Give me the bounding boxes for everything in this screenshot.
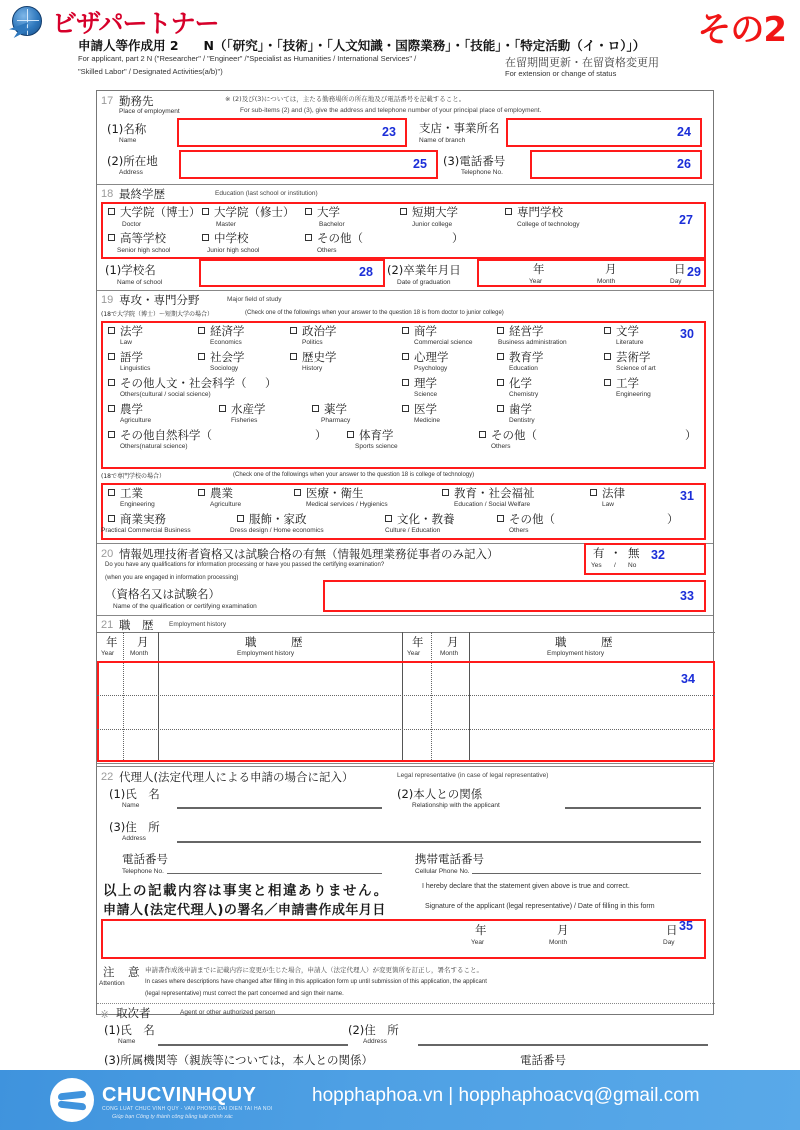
major-en-pharmacy: Pharmacy <box>321 417 351 424</box>
option-label-jp-junior-high: 中学校 <box>214 231 249 245</box>
graduation-date-label-en: Date of graduation <box>397 279 451 286</box>
checkbox-literature[interactable] <box>604 327 611 334</box>
footer-banner <box>0 1070 800 1130</box>
yes-label-en: Yes <box>591 562 602 569</box>
rep-cell-label-en: Cellular Phone No. <box>415 868 470 875</box>
option-label-en-junior-college: Junior college <box>412 221 453 228</box>
checkbox-medical-hygienics[interactable] <box>294 489 301 496</box>
major-en-fisheries: Fisheries <box>231 417 258 424</box>
marker-32: 32 <box>651 548 665 562</box>
option-label-jp-junior-college: 短期大学 <box>412 205 458 219</box>
major-en-medicine: Medicine <box>414 417 441 424</box>
grad-year-jp: 年 <box>533 262 545 276</box>
qualification-name-label-jp: （資格名又は試験名） <box>105 587 220 601</box>
chucvinhquy-logo-icon <box>50 1078 94 1122</box>
option-label-en-others-education: Others <box>317 247 337 254</box>
major-jp-agriculture: 農学 <box>120 402 143 416</box>
checkbox-others-major[interactable] <box>479 431 486 438</box>
college-en-education: Education / Social Welfare <box>454 501 531 508</box>
major-jp-sociology: 社会学 <box>210 350 245 364</box>
checkbox-junior-high-school[interactable] <box>202 234 209 241</box>
option-label-en-master: Master <box>216 221 236 228</box>
rep-tel-input-line[interactable] <box>167 873 382 874</box>
marker-29: 29 <box>687 265 701 279</box>
checkbox-psychology[interactable] <box>402 353 409 360</box>
agent-name-label-en: Name <box>118 1038 136 1045</box>
major-jp-history: 歴史学 <box>302 350 337 364</box>
emp-col-history-jp-right: 職 歴 <box>555 635 613 649</box>
attention-text-jp: 申請書作成後申請までに記載内容に変更が生じた場合，申請人（法定代理人）が変更箇所を訂正し，署名すること。 <box>145 966 483 974</box>
major-jp-literature: 文学 <box>616 324 639 338</box>
grad-month-en: Month <box>597 278 616 285</box>
section-22-title-en: Legal representative (in case of legal representative) <box>397 772 549 779</box>
paren-close-education: ） <box>452 231 464 245</box>
major-en-dentistry: Dentistry <box>509 417 535 424</box>
major-en-linguistics: Linguistics <box>120 365 151 372</box>
rep-name-input-line[interactable] <box>177 807 382 809</box>
major-jp-fisheries: 水産学 <box>231 402 266 416</box>
checkbox-education-social-welfare[interactable] <box>442 489 449 496</box>
form-body <box>96 90 714 1015</box>
marker-30: 30 <box>680 327 694 341</box>
school-name-label-jp: (1)学校名 <box>105 263 156 277</box>
college-jp-dress: 服飾・家政 <box>249 512 307 526</box>
marker-31: 31 <box>680 489 694 503</box>
rep-address-input-line[interactable] <box>177 841 701 843</box>
major-jp-science: 理学 <box>414 376 437 390</box>
checkbox-dress-home-economics[interactable] <box>237 515 244 522</box>
rep-name-label-en: Name <box>122 802 140 809</box>
rep-relationship-label-jp: (2)本人との関係 <box>397 787 483 801</box>
rep-relationship-input-line[interactable] <box>565 807 701 809</box>
major-jp-engineering: 工学 <box>616 376 639 390</box>
agent-address-label-en: Address <box>363 1038 387 1045</box>
section-18-title-jp: 最終学歴 <box>119 187 165 201</box>
option-label-jp-master: 大学院（修士） <box>214 205 295 219</box>
footer-contact: hopphaphoa.vn | hopphaphoacvq@gmail.com <box>312 1085 700 1106</box>
major-en-politics: Politics <box>302 339 323 346</box>
rep-cell-input-line[interactable] <box>472 873 701 874</box>
major-jp-linguistics: 語学 <box>120 350 143 364</box>
section-19-condition2-jp: (18で専門学校の場合） <box>101 473 165 480</box>
checkbox-politics[interactable] <box>290 327 297 334</box>
marker-26: 26 <box>677 157 691 171</box>
emp-col-month-en-right: Month <box>440 650 459 657</box>
college-jp-law: 法律 <box>602 486 625 500</box>
emp-col-year-jp-right: 年 <box>412 635 424 649</box>
status-purpose-jp: 在留期間更新・在留資格変更用 <box>505 56 659 69</box>
major-jp-dentistry: 歯学 <box>509 402 532 416</box>
section-19-condition2-en: (Check one of the followings when your answer to the question 18 is college of technology) <box>233 472 475 478</box>
checkbox-linguistics[interactable] <box>108 353 115 360</box>
employer-tel-label-en: Telephone No. <box>461 169 503 176</box>
option-label-en-senior-high: Senior high school <box>117 247 171 254</box>
grad-day-en: Day <box>670 278 682 285</box>
slash-label: / <box>614 562 616 569</box>
major-en-science: Science <box>414 391 438 398</box>
major-jp-others-natural: その他自然科学（ <box>120 428 212 442</box>
emp-col-year-jp-left: 年 <box>106 635 118 649</box>
qualification-name-label-en: Name of the qualification or certifying examination <box>113 603 257 610</box>
rep-cell-label-jp: 携帯電話番号 <box>415 852 484 866</box>
checkbox-others-education[interactable] <box>305 234 312 241</box>
section-17-title-en: Place of employment <box>119 108 180 115</box>
checkbox-law-college[interactable] <box>590 489 597 496</box>
college-en-others: Others <box>509 527 529 534</box>
major-jp-psychology: 心理学 <box>414 350 449 364</box>
major-en-agriculture: Agriculture <box>120 417 152 424</box>
college-en-engineering: Engineering <box>120 501 155 508</box>
attention-text-en2: (legal representative) must correct the part concerned and sign their name. <box>145 991 344 997</box>
section-19-condition1-en: (Check one of the followings when your answer to the question 18 is from doctor to junior college) <box>245 310 504 316</box>
section-20-title-en1: Do you have any qualifications for information processing or have you passed the certifying examination? <box>105 562 385 568</box>
employer-address-label-jp: (2)所在地 <box>107 154 158 168</box>
employer-name-field[interactable] <box>177 118 407 147</box>
rep-relationship-label-en: Relationship with the applicant <box>412 802 500 809</box>
major-en-sociology: Sociology <box>210 365 239 372</box>
section-20-title-jp: 情報処理技術者資格又は試験合格の有無（情報処理業務従事者のみ記入） <box>119 547 499 561</box>
major-jp-art: 芸術学 <box>616 350 651 364</box>
emp-col-month-jp-right: 月 <box>447 635 459 649</box>
college-jp-education: 教育・社会福祉 <box>454 486 535 500</box>
major-jp-education: 教育学 <box>509 350 544 364</box>
form-title-en-line2: "Skilled Labor" / Designated Activities(a/b)") <box>78 67 223 76</box>
emp-col-month-jp-left: 月 <box>137 635 149 649</box>
employer-tel-label-jp: (3)電話番号 <box>443 154 506 168</box>
footer-tagline-2: Giúp bạn Công ty thành công bằng luật chính xác <box>112 1114 233 1120</box>
major-jp-law: 法学 <box>120 324 143 338</box>
option-label-en-college-of-technology: College of technology <box>517 221 580 228</box>
agent-address-label-jp: (2)住 所 <box>348 1023 399 1037</box>
section-22-number: 22 <box>101 771 114 783</box>
college-en-commercial: Practical Commercial Business <box>101 527 191 534</box>
major-jp-business: 経営学 <box>509 324 544 338</box>
major-en-art: Science of art <box>616 365 656 372</box>
major-en-literature: Literature <box>616 339 644 346</box>
major-en-history: History <box>302 365 323 372</box>
sign-day-jp: 日 <box>666 923 678 937</box>
checkbox-business-administration[interactable] <box>497 327 504 334</box>
school-name-label-en: Name of school <box>117 279 163 286</box>
section-19-number: 19 <box>101 294 114 306</box>
major-en-commercial: Commercial science <box>414 339 473 346</box>
option-label-jp-senior-high: 高等学校 <box>120 231 166 245</box>
signature-date-field[interactable] <box>101 919 706 959</box>
section-17-title-jp: 勤務先 <box>119 94 154 108</box>
sign-year-jp: 年 <box>475 923 487 937</box>
agent-tel-label-jp: 電話番号 <box>520 1053 566 1067</box>
no-label-en: No <box>628 562 637 569</box>
footer-tagline-1: CONG LUAT CHUC VINH QUY - VAN PHONG DAI DIEN TAI HA NOI <box>102 1106 273 1112</box>
college-en-medical: Medical services / Hygienics <box>306 501 388 508</box>
declaration-jp-line2: 申請人(法定代理人)の署名／申請書作成年月日 <box>103 903 386 918</box>
emp-col-history-en-right: Employment history <box>547 650 605 657</box>
marker-33: 33 <box>680 589 694 603</box>
checkbox-medicine[interactable] <box>402 405 409 412</box>
option-label-jp-college-of-technology: 専門学校 <box>517 205 563 219</box>
option-label-en-junior-high: Junior high school <box>207 247 260 254</box>
checkbox-bachelor[interactable] <box>305 208 312 215</box>
agent-title-en: Agent or other authorized person <box>180 1009 276 1016</box>
major-en-others-cultural: Others(cultural / social science) <box>120 391 211 398</box>
grad-month-jp: 月 <box>605 262 617 276</box>
declaration-en-line2: Signature of the applicant (legal representative) / Date of filling in this form <box>425 903 655 910</box>
marker-28: 28 <box>359 265 373 279</box>
section-20-title-en2: (when you are engaged in information processing) <box>105 575 239 581</box>
globe-icon <box>12 6 42 36</box>
checkbox-senior-high-school[interactable] <box>108 234 115 241</box>
section-19-condition1-jp: (18で大学院（博士）～短期大学の場合） <box>101 311 213 318</box>
checkbox-pharmacy[interactable] <box>312 405 319 412</box>
no-label-jp: 無 <box>628 546 640 560</box>
section-18-number: 18 <box>101 188 114 200</box>
sign-month-jp: 月 <box>557 923 569 937</box>
college-en-culture: Culture / Education <box>385 527 441 534</box>
form-title-jp: 申請人等作成用 2 N（「研究」・「技術」・「人文知識・国際業務」・「技能」・「特定活動（イ・ロ）」） <box>78 38 646 53</box>
major-jp-pharmacy: 薬学 <box>324 402 347 416</box>
agent-org-label-jp: (3)所属機関等（親族等については，本人との関係） <box>104 1053 374 1067</box>
checkbox-science[interactable] <box>402 379 409 386</box>
major-en-engineering: Engineering <box>616 391 651 398</box>
checkbox-master[interactable] <box>202 208 209 215</box>
marker-27: 27 <box>679 213 693 227</box>
branch-name-label-en: Name of branch <box>419 137 466 144</box>
major-en-psychology: Psychology <box>414 365 448 372</box>
brand-logo-text: ビザパートナー <box>52 9 219 38</box>
major-jp-others-cultural: その他人文・社会科学（ <box>120 376 247 390</box>
paren-close-others-college: ） <box>667 512 679 526</box>
checkbox-college-of-technology[interactable] <box>505 208 512 215</box>
paren-close-others-natural: ） <box>315 428 327 442</box>
college-jp-engineering: 工業 <box>120 486 143 500</box>
section-21-title-jp: 職 歴 <box>119 618 154 632</box>
grad-day-jp: 日 <box>674 262 686 276</box>
checkbox-junior-college[interactable] <box>400 208 407 215</box>
option-label-jp-doctor: 大学院（博士） <box>120 205 201 219</box>
rep-address-label-jp: (3)住 所 <box>109 820 160 834</box>
checkbox-others-natural-science[interactable] <box>108 431 115 438</box>
major-jp-medicine: 医学 <box>414 402 437 416</box>
rep-address-label-en: Address <box>122 835 146 842</box>
major-jp-politics: 政治学 <box>302 324 337 338</box>
employer-name-label-jp: (1)名称 <box>107 122 147 136</box>
marker-34: 34 <box>681 672 695 686</box>
checkbox-culture-education[interactable] <box>385 515 392 522</box>
section-17-number: 17 <box>101 95 114 107</box>
emp-col-year-en-left: Year <box>101 650 115 657</box>
option-label-jp-bachelor: 大学 <box>317 205 340 219</box>
checkbox-commercial-science[interactable] <box>402 327 409 334</box>
agent-title-jp: 取次者 <box>116 1006 151 1020</box>
major-en-others-natural: Others(natural science) <box>120 443 188 450</box>
option-label-jp-others-education: その他（ <box>317 231 363 245</box>
emp-col-year-en-right: Year <box>407 650 421 657</box>
checkbox-agriculture-univ[interactable] <box>108 405 115 412</box>
major-en-chemistry: Chemistry <box>509 391 539 398</box>
checkbox-others-cultural-social[interactable] <box>108 379 115 386</box>
college-jp-commercial: 商業実務 <box>120 512 166 526</box>
checkbox-doctor[interactable] <box>108 208 115 215</box>
checkbox-law[interactable] <box>108 327 115 334</box>
section-21-number: 21 <box>101 619 114 631</box>
checkbox-others-college[interactable] <box>497 515 504 522</box>
grad-year-en: Year <box>529 278 543 285</box>
rep-name-label-jp: (1)氏 名 <box>109 787 160 801</box>
footer-brand-name: CHUCVINHQUY <box>102 1084 257 1106</box>
branch-name-label-jp: 支店・事業所名 <box>419 121 500 135</box>
section-17-note-jp: ※ (2)及び(3)については，主たる勤務場所の所在地及び電話番号を記載すること。 <box>225 95 466 103</box>
checkbox-practical-commercial[interactable] <box>108 515 115 522</box>
checkbox-sociology[interactable] <box>198 353 205 360</box>
paren-close-others-major: ） <box>685 428 697 442</box>
attention-label-jp: 注 意 <box>103 965 141 979</box>
emp-col-history-en-left: Employment history <box>237 650 295 657</box>
college-jp-culture: 文化・教養 <box>397 512 455 526</box>
checkbox-engineering-univ[interactable] <box>604 379 611 386</box>
checkbox-science-of-art[interactable] <box>604 353 611 360</box>
agent-name-input-line[interactable] <box>158 1044 348 1046</box>
major-en-economics: Economics <box>210 339 242 346</box>
declaration-jp-line1: 以上の記載内容は事実と相違ありません。 <box>103 883 389 899</box>
major-en-business: Business administration <box>498 339 567 346</box>
major-en-others: Others <box>491 443 511 450</box>
paren-close-others-cultural: ） <box>265 376 277 390</box>
section-20-number: 20 <box>101 548 114 560</box>
college-jp-medical: 医療・衛生 <box>306 486 364 500</box>
checkbox-agriculture-college[interactable] <box>198 489 205 496</box>
major-jp-economics: 経済学 <box>210 324 245 338</box>
checkbox-sports-science[interactable] <box>347 431 354 438</box>
rep-tel-label-en: Telephone No. <box>122 868 164 875</box>
marker-35: 35 <box>679 919 693 933</box>
separator-dot: ・ <box>610 546 622 560</box>
marker-24: 24 <box>677 125 691 139</box>
document-header <box>0 0 800 90</box>
school-name-field[interactable] <box>199 259 385 287</box>
marker-23: 23 <box>382 125 396 139</box>
major-en-law: Law <box>120 339 132 346</box>
attention-label-en: Attention <box>99 980 125 987</box>
employment-history-table[interactable] <box>97 661 715 762</box>
major-en-sports: Sports science <box>355 443 398 450</box>
status-purpose-en: For extension or change of status <box>505 69 617 78</box>
yes-label-jp: 有 <box>593 546 605 560</box>
agent-section-number: ※ <box>100 1009 110 1021</box>
major-jp-others: その他（ <box>491 428 537 442</box>
college-en-agriculture: Agriculture <box>210 501 242 508</box>
option-label-en-doctor: Doctor <box>122 221 142 228</box>
page-number-stamp: その2 <box>697 10 786 50</box>
agent-name-label-jp: (1)氏 名 <box>104 1023 155 1037</box>
section-19-title-jp: 専攻・専門分野 <box>119 293 200 307</box>
qualification-name-field[interactable] <box>323 580 706 612</box>
major-en-education: Education <box>509 365 538 372</box>
college-jp-others: その他（ <box>509 512 555 526</box>
graduation-date-label-jp: (2)卒業年月日 <box>387 263 461 277</box>
checkbox-education[interactable] <box>497 353 504 360</box>
checkbox-history[interactable] <box>290 353 297 360</box>
sign-year-en: Year <box>471 939 485 946</box>
section-19-title-en: Major field of study <box>227 296 282 303</box>
major-jp-commercial: 商学 <box>414 324 437 338</box>
section-21-title-en: Employment history <box>169 621 227 628</box>
attention-text-en1: In cases where descriptions have changed after filling in this application form up until submission of this application, the applicant <box>145 979 487 985</box>
form-title-en-line1: For applicant, part 2 N ("Researcher" / "Engineer" /"Specialist as Humanities / International Services" / <box>78 54 417 63</box>
rep-tel-label-jp: 電話番号 <box>122 852 168 866</box>
sign-month-en: Month <box>549 939 568 946</box>
checkbox-chemistry[interactable] <box>497 379 504 386</box>
option-label-en-bachelor: Bachelor <box>319 221 345 228</box>
agent-address-input-line[interactable] <box>418 1044 708 1046</box>
sign-day-en: Day <box>663 939 675 946</box>
major-jp-sports: 体育学 <box>359 428 394 442</box>
section-22-title-jp: 代理人(法定代理人による申請の場合に記入） <box>119 770 354 784</box>
checkbox-fisheries[interactable] <box>219 405 226 412</box>
employer-address-label-en: Address <box>119 169 143 176</box>
declaration-en-line1: I hereby declare that the statement given above is true and correct. <box>422 883 630 890</box>
employer-name-label-en: Name <box>119 137 137 144</box>
marker-25: 25 <box>413 157 427 171</box>
emp-col-history-jp-left: 職 歴 <box>245 635 303 649</box>
college-en-law: Law <box>602 501 614 508</box>
college-en-dress: Dress design / Home economics <box>230 527 324 534</box>
college-jp-agriculture: 農業 <box>210 486 233 500</box>
employer-address-field[interactable] <box>179 150 438 179</box>
checkbox-economics[interactable] <box>198 327 205 334</box>
branch-name-field[interactable] <box>506 118 702 147</box>
section-18-title-en: Education (last school or institution) <box>215 190 318 197</box>
emp-col-month-en-left: Month <box>130 650 149 657</box>
major-jp-chemistry: 化学 <box>509 376 532 390</box>
checkbox-engineering-college[interactable] <box>108 489 115 496</box>
checkbox-dentistry[interactable] <box>497 405 504 412</box>
section-17-note-en: For sub-items (2) and (3), give the address and telephone number of your principal place of employment. <box>240 107 542 114</box>
